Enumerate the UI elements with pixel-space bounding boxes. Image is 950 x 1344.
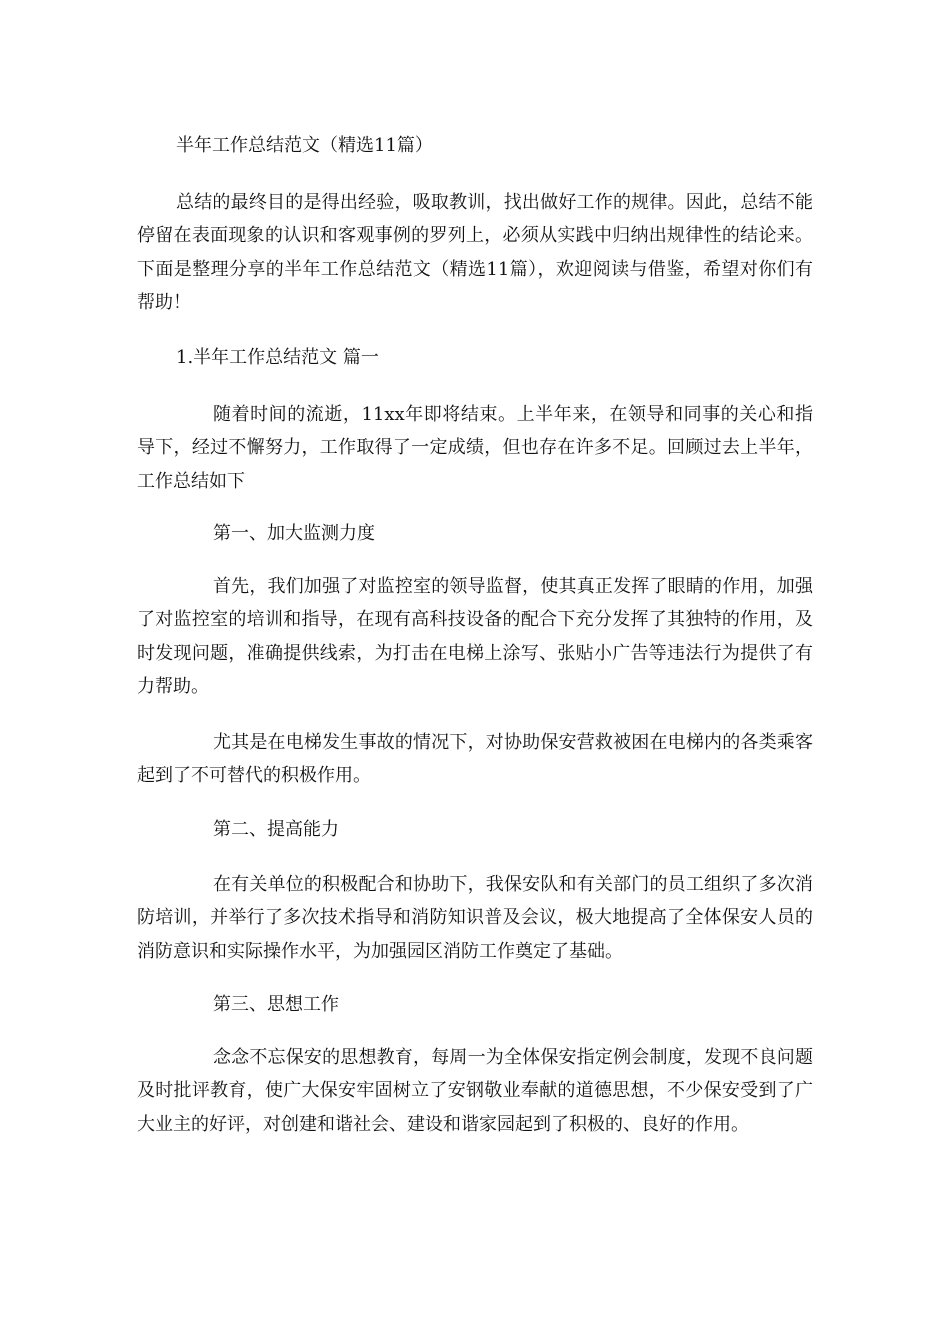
part1-paragraph-2: 尤其是在电梯发生事故的情况下，对协助保安营救被困在电梯内的各类乘客起到了不可替代的积极作用。: [137, 732, 813, 787]
section-intro-paragraph: 随着时间的流逝，11xx年即将结束。上半年来，在领导和同事的关心和指导下，经过不懈努力，工作取得了一定成绩，但也存在许多不足。回顾过去上半年，工作总结如下: [137, 404, 813, 492]
part3-paragraph: 念念不忘保安的思想教育，每周一为全体保安指定例会制度，发现不良问题及时批评教育，使广大保安牢固树立了安钢敬业奉献的道德思想，不少保安受到了广大业主的好评，对创建和谐社会、建设和谐家园起到了积极的、良好的作用。: [137, 1047, 813, 1135]
part3-heading: 第三、思想工作: [213, 994, 339, 1015]
document-title: 半年工作总结范文（精选11篇）: [176, 135, 433, 156]
part2-paragraph: 在有关单位的积极配合和协助下，我保安队和有关部门的员工组织了多次消防培训，并举行了多次技术指导和消防知识普及会议，极大地提高了全体保安人员的消防意识和实际操作水平，为加强园区消防工作奠定了基础。: [137, 874, 813, 962]
intro-paragraph: 总结的最终目的是得出经验，吸取教训，找出做好工作的规律。因此，总结不能停留在表面现象的认识和客观事例的罗列上，必须从实践中归纳出规律性的结论来。下面是整理分享的半年工作总结范文（精选11篇），欢迎阅读与借鉴，希望对你们有帮助！: [137, 192, 813, 313]
section-title: 1.半年工作总结范文 篇一: [176, 347, 379, 368]
part1-paragraph-1: 首先，我们加强了对监控室的领导监督，使其真正发挥了眼睛的作用，加强了对监控室的培训和指导，在现有高科技设备的配合下充分发挥了其独特的作用，及时发现问题，准确提供线索，为打击在电梯上涂写、张贴小广告等违法行为提供了有力帮助。: [137, 576, 813, 697]
part1-heading: 第一、加大监测力度: [213, 523, 375, 544]
part2-heading: 第二、提高能力: [213, 819, 339, 840]
